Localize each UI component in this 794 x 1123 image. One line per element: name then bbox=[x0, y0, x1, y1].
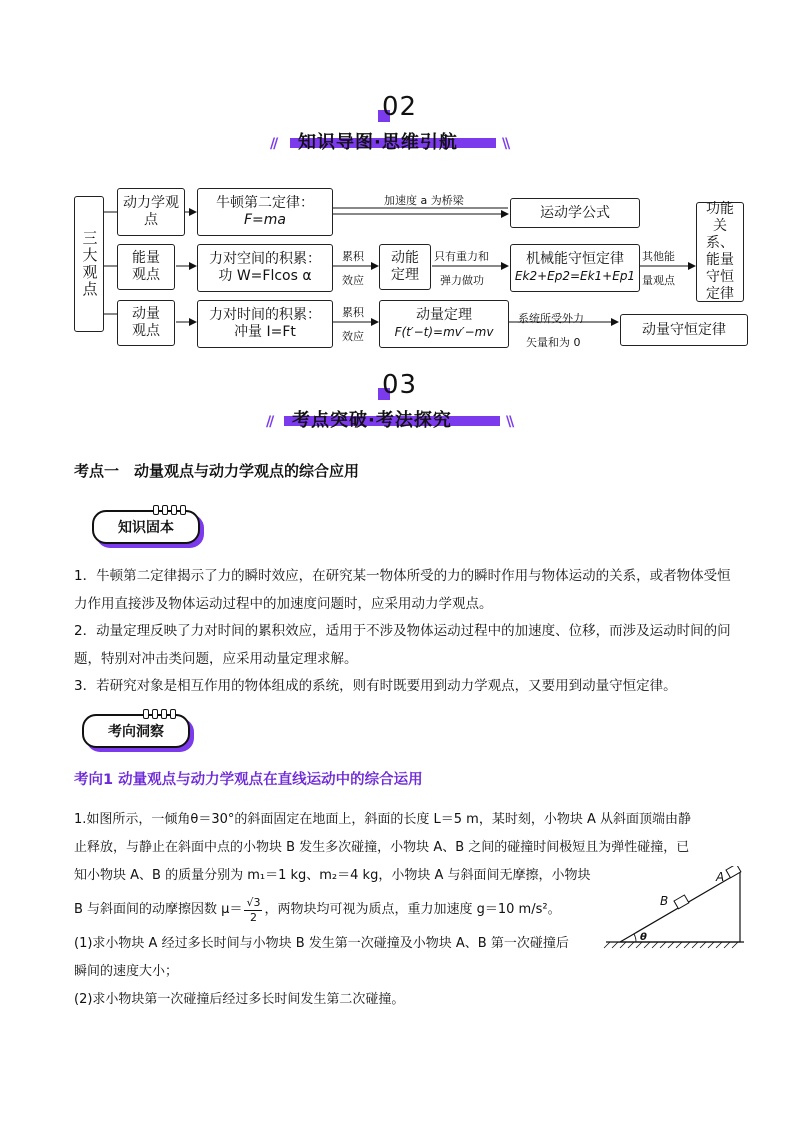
section-number: 03 bbox=[382, 370, 418, 400]
direction-badge-label: 考向洞察 bbox=[108, 724, 164, 740]
block-b-label: B bbox=[660, 894, 669, 908]
incline-figure bbox=[600, 866, 750, 952]
section-title: 知识导图·思维引航 bbox=[298, 132, 458, 153]
momentum-theorem-title: 动量定理 bbox=[416, 307, 472, 323]
angle-theta-label: θ bbox=[640, 932, 647, 943]
root-node bbox=[74, 196, 104, 332]
mechanical-energy-formula: Ek2+Ep2=Ek1+Ep1 bbox=[514, 269, 636, 283]
left-slash-decoration: // bbox=[270, 136, 277, 152]
newton-law-formula: F=ma bbox=[244, 212, 286, 228]
kinematics-label: 运动学公式 bbox=[540, 204, 610, 221]
energy-view-label: 能量观点 bbox=[132, 250, 160, 283]
right-slash-decoration: \\ bbox=[506, 414, 513, 430]
knowledge-point-1: 1．牛顿第二定律揭示了力的瞬时效应，在研究某一物体所受的力的瞬时作用与物体运动的关系，或者物体受恒力作用直接涉及物体运动过程中的加速度问题时，应采用动力学观点。 bbox=[74, 568, 731, 612]
momentum-theorem-node bbox=[379, 300, 509, 348]
left-slash-decoration: // bbox=[266, 414, 273, 430]
knowledge-point-3: 3．若研究对象是相互作用的物体组成的系统，则有时既要用到动力学观点，又要用到动量守恒定律。 bbox=[74, 678, 677, 694]
knowledge-badge-label: 知识固本 bbox=[118, 520, 174, 536]
question-2: (2)求小物块第一次碰撞后经过多长时间发生第二次碰撞。 bbox=[74, 992, 405, 1007]
spiral-binding bbox=[143, 709, 176, 717]
topic-heading: 考点一 动量观点与动力学观点的综合应用 bbox=[74, 462, 360, 480]
newton-law-title: 牛顿第二定律： bbox=[216, 195, 314, 211]
space-accumulation-node bbox=[197, 244, 333, 292]
section-03-header bbox=[0, 370, 794, 440]
knowledge-point-2: 2．动量定理反映了力对时间的累积效应，适用于不涉及物体运动过程中的加速度、位移，而涉及运动时间的问题，特别对冲击类问题，应采用动量定理求解。 bbox=[74, 623, 731, 667]
other-energy-label-bottom: 量观点 bbox=[642, 274, 675, 287]
mechanical-energy-node bbox=[510, 244, 640, 292]
problem-line-1: 1.如图所示，一倾角θ＝30°的斜面固定在地面上，斜面的长度 L＝5 m，某时刻，小物块 A 从斜面顶端由静 bbox=[74, 812, 691, 827]
accumulation2-label-top: 累积 bbox=[342, 306, 364, 319]
right-slash-decoration: \\ bbox=[502, 136, 509, 152]
work-formula: 功 W=Flcos α bbox=[218, 268, 312, 284]
newton-law-node bbox=[197, 188, 333, 236]
external-force-label-bottom: 矢量和为 0 bbox=[526, 336, 581, 349]
impulse-formula: 冲量 I=Ft bbox=[234, 324, 296, 340]
question-1-line-2: 瞬间的速度大小； bbox=[74, 964, 179, 979]
energy-conservation-node bbox=[696, 202, 744, 302]
time-accumulation-node bbox=[197, 300, 333, 348]
momentum-theorem-formula: F(t′−t)=mv′−mv bbox=[394, 325, 494, 339]
question-1-line-1: (1)求小物块 A 经过多长时间与小物块 B 发生第一次碰撞及小物块 A、B 第一次碰撞后 bbox=[74, 936, 569, 951]
momentum-view-node bbox=[117, 300, 175, 346]
spiral-binding bbox=[153, 505, 186, 513]
accumulation2-label-bottom: 效应 bbox=[342, 330, 364, 343]
problem-line-2: 止释放，与静止在斜面中点的小物块 B 发生多次碰撞，小物块 A、B 之间的碰撞时间极短且为弹性碰撞，已 bbox=[74, 840, 690, 855]
acceleration-bridge-label: 加速度 a 为桥梁 bbox=[384, 194, 464, 207]
mechanical-energy-title: 机械能守恒定律 bbox=[526, 251, 624, 267]
gravity-elastic-label-bottom: 弹力做功 bbox=[440, 274, 484, 287]
accumulation-label-bottom: 效应 bbox=[342, 274, 364, 287]
direction-badge bbox=[82, 714, 190, 748]
external-force-label-top: 系统所受外力 bbox=[518, 312, 584, 325]
fraction-denominator: 2 bbox=[249, 910, 257, 924]
dynamics-view-node bbox=[117, 188, 185, 236]
kinetic-energy-theorem-node bbox=[379, 244, 431, 290]
root-label: 三大观点 bbox=[80, 230, 99, 298]
other-energy-label-top: 其他能 bbox=[642, 250, 675, 263]
space-accumulation-title: 力对空间的积累： bbox=[209, 251, 321, 267]
knowledge-badge bbox=[92, 510, 200, 544]
gravity-elastic-label-top: 只有重力和 bbox=[434, 250, 489, 263]
problem-line-3: 知小物块 A、B 的质量分别为 m₁＝1 kg、m₂＝4 kg，小物块 A 与斜面间无摩擦，小物块 bbox=[74, 868, 591, 883]
momentum-conservation-label: 动量守恒定律 bbox=[642, 321, 726, 338]
kinetic-energy-theorem-label: 动能定理 bbox=[391, 250, 419, 283]
dynamics-view-label: 动力学观点 bbox=[123, 195, 179, 228]
accumulation-label-top: 累积 bbox=[342, 250, 364, 263]
momentum-view-label: 动量观点 bbox=[132, 306, 160, 339]
energy-view-node bbox=[117, 244, 175, 290]
fraction-numerator: √3 bbox=[246, 895, 261, 909]
direction-heading: 考向1 动量观点与动力学观点在直线运动中的综合运用 bbox=[74, 772, 423, 788]
momentum-conservation-node bbox=[620, 314, 748, 346]
mind-map bbox=[0, 0, 794, 360]
friction-coefficient-fraction bbox=[244, 896, 262, 925]
block-a-label: A bbox=[716, 870, 725, 884]
problem-line-4-end: ，两物块均可视为质点，重力加速度 g＝10 m/s²。 bbox=[264, 902, 561, 917]
section-title: 考点突破·考法探究 bbox=[292, 410, 452, 431]
time-accumulation-title: 力对时间的积累： bbox=[209, 307, 321, 323]
kinematics-node bbox=[510, 198, 640, 228]
energy-conservation-label: 功能关系、能量守恒定律 bbox=[706, 201, 734, 302]
problem-line-4-start: B 与斜面间的动摩擦因数 μ＝ bbox=[74, 902, 243, 917]
section-number: 02 bbox=[382, 92, 418, 122]
